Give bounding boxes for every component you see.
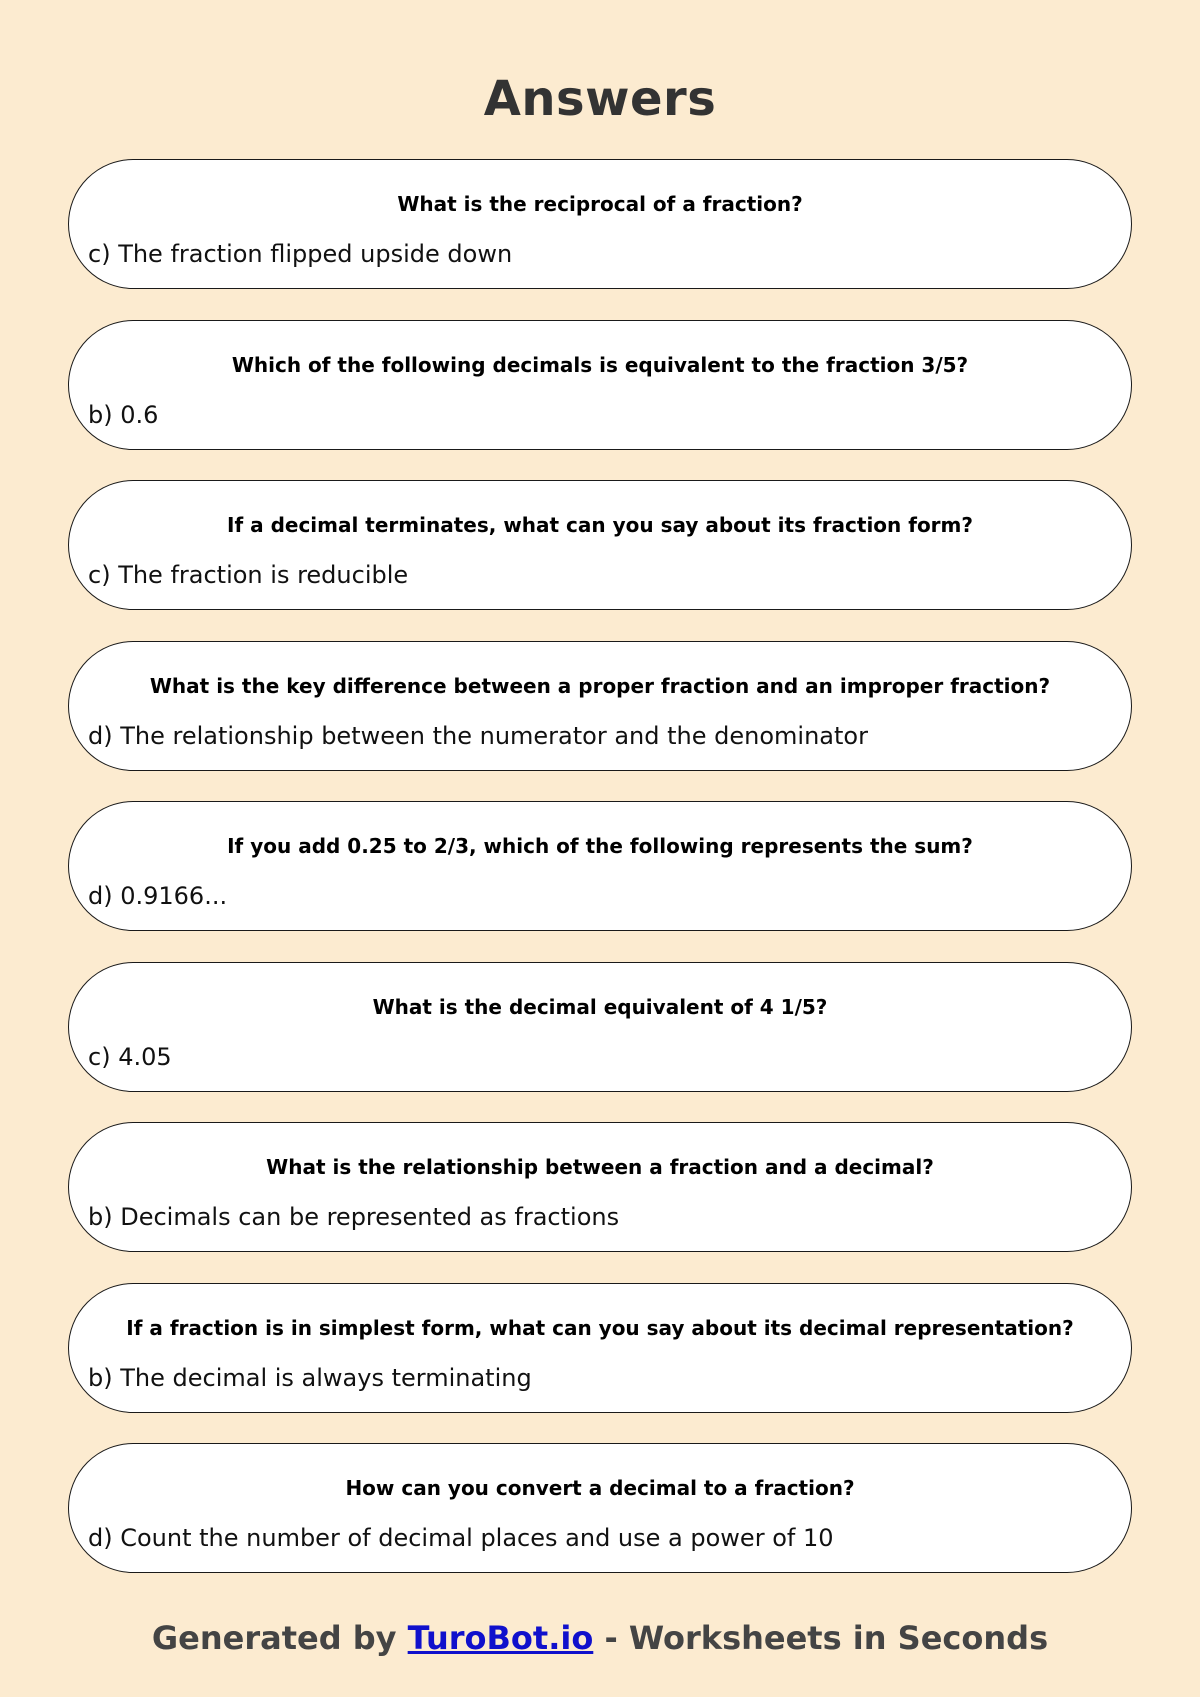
answer-list [68, 159, 1132, 1604]
answer-text: c) 4.05 [88, 1042, 172, 1071]
question-text: How can you convert a decimal to a fraction? [345, 1476, 855, 1500]
turobot-link[interactable]: TuroBot.io [407, 1619, 594, 1657]
question-text: If you add 0.25 to 2/3, which of the following represents the sum? [227, 834, 973, 858]
answer-card [68, 962, 1132, 1092]
answer-card [68, 320, 1132, 450]
answer-text: c) The fraction flipped upside down [88, 240, 513, 268]
question-text: If a decimal terminates, what can you say about its fraction form? [227, 513, 973, 537]
answer-card [68, 480, 1132, 610]
page-title: Answers [483, 71, 717, 127]
answer-card [68, 159, 1132, 289]
answer-text: d) 0.9166... [88, 882, 228, 910]
footer-suffix: - Worksheets in Seconds [593, 1619, 1049, 1657]
question-text: What is the decimal equivalent of 4 1/5? [372, 994, 828, 1019]
answer-text: b) The decimal is always terminating [88, 1363, 532, 1392]
answer-card [68, 641, 1132, 771]
answer-text: c) The fraction is reducible [88, 561, 409, 589]
question-text: What is the reciprocal of a fraction? [397, 192, 803, 216]
answer-card [68, 801, 1132, 931]
question-text: What is the relationship between a fraction and a decimal? [266, 1155, 934, 1179]
question-text: If a fraction is in simplest form, what can you say about its decimal representation? [126, 1315, 1074, 1340]
answer-card [68, 1443, 1132, 1573]
answer-card [68, 1122, 1132, 1252]
footer-prefix: Generated by [151, 1619, 408, 1657]
answer-text: b) Decimals can be represented as fractions [88, 1203, 620, 1231]
answer-text: d) Count the number of decimal places and use a power of 10 [88, 1524, 834, 1552]
question-text: What is the key difference between a proper fraction and an improper fraction? [149, 673, 1051, 698]
answer-text: b) 0.6 [88, 400, 159, 429]
answer-text: d) The relationship between the numerator and the denominator [88, 721, 868, 750]
answer-card [68, 1283, 1132, 1413]
footer [0, 1616, 1200, 1660]
question-text: Which of the following decimals is equivalent to the fraction 3/5? [231, 352, 969, 377]
